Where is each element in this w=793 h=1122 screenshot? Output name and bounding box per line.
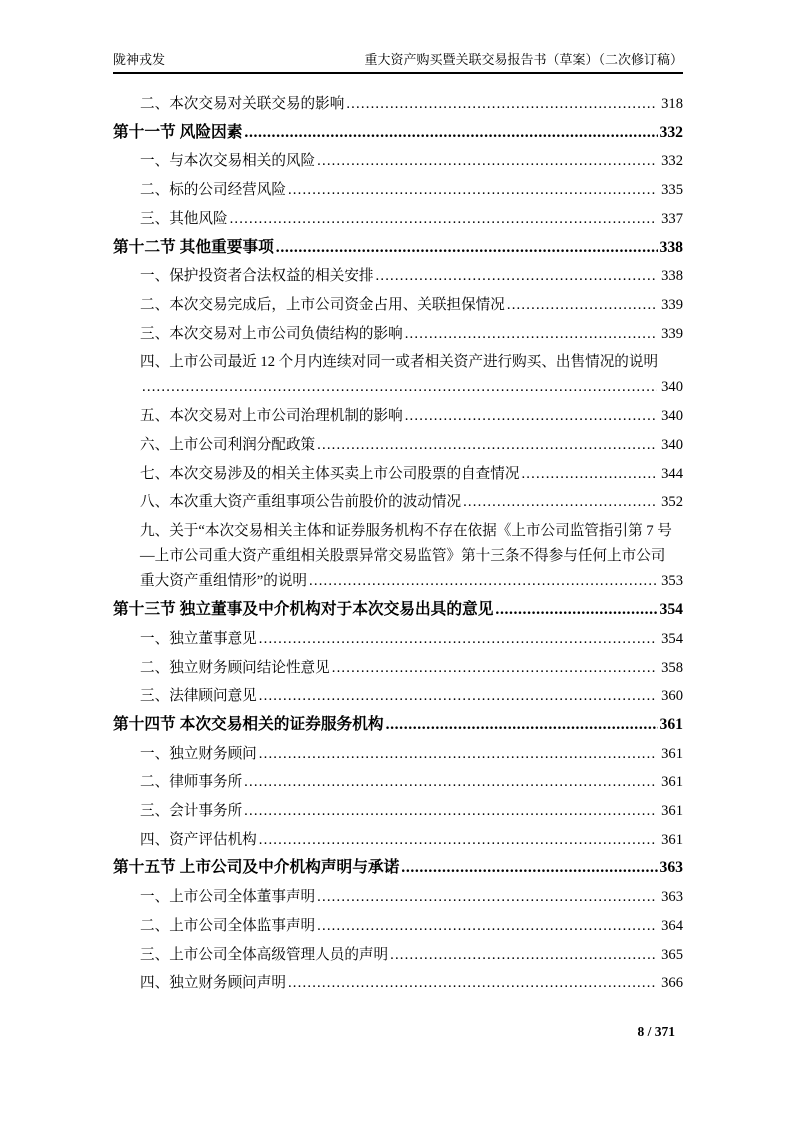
toc-leader-dots <box>259 826 657 855</box>
toc-entry <box>113 320 683 349</box>
toc-entry <box>113 488 683 517</box>
toc-leader-dots <box>288 176 657 205</box>
toc-entry-text: 三、法律顾问意见 <box>140 688 257 705</box>
toc-entry-text: 第十四节 本次交易相关的证券服务机构 <box>113 715 384 733</box>
page-footer <box>113 1023 683 1041</box>
toc-entry-page: 340 <box>661 437 683 454</box>
toc-leader-dots <box>463 488 657 517</box>
toc-leader-dots <box>317 147 657 176</box>
toc-entry-text: 一、上市公司全体董事声明 <box>140 889 316 906</box>
toc-leader-dots <box>376 262 658 291</box>
toc-entry <box>113 205 683 234</box>
toc-entry-text: 四、上市公司最近 12 个月内连续对同一或者相关资产进行购买、出售情况的说明 <box>140 354 659 371</box>
toc-entry <box>113 176 683 205</box>
toc-entry <box>113 460 683 489</box>
toc-entry-text: 八、本次重大资产重组事项公告前股价的波动情况 <box>140 494 462 511</box>
toc-entry <box>113 234 683 263</box>
toc-entry-line <box>113 569 683 594</box>
toc-entry-page: 337 <box>661 210 683 227</box>
toc-leader-dots <box>276 234 659 263</box>
toc-entry-page: 363 <box>661 889 683 906</box>
toc-entry-text: 五、本次交易对上市公司治理机制的影响 <box>140 408 403 425</box>
toc-entry-text: 二、独立财务顾问结论性意见 <box>140 659 330 676</box>
toc-leader-dots <box>332 654 657 683</box>
toc-entry-wrapped <box>113 350 683 400</box>
toc-entry-text: 四、资产评估机构 <box>140 831 257 848</box>
toc-leader-dots <box>405 320 657 349</box>
toc-leader-dots <box>317 912 657 941</box>
toc-entry-text: —上市公司重大资产重组相关股票异常交易监管》第十三条不得参与任何上市公司 <box>140 548 666 565</box>
toc-entry <box>113 147 683 176</box>
toc-entry-line <box>113 350 683 375</box>
toc-entry-text: 二、本次交易完成后，上市公司资金占用、关联担保情况 <box>140 296 505 313</box>
toc-entry-page: 363 <box>659 859 683 877</box>
toc-leader-dots <box>317 883 657 912</box>
toc-leader-dots <box>142 375 657 400</box>
toc-entry-line <box>113 375 683 400</box>
toc-entry-text: 二、标的公司经营风险 <box>140 182 286 199</box>
toc-entry <box>113 797 683 826</box>
toc-leader-dots <box>495 596 658 625</box>
toc-leader-dots <box>401 854 658 883</box>
toc-entry-text: 第十三节 独立董事及中介机构对于本次交易出具的意见 <box>113 601 494 619</box>
toc-entry-page: 361 <box>661 774 683 791</box>
page-header <box>113 52 683 74</box>
toc-entry <box>113 768 683 797</box>
toc-entry-page: 339 <box>661 296 683 313</box>
toc-leader-dots <box>317 431 657 460</box>
toc-leader-dots <box>259 625 657 654</box>
toc-entry-page: 340 <box>661 408 683 425</box>
toc-entry <box>113 431 683 460</box>
toc-entry-page: 364 <box>661 917 683 934</box>
toc-leader-dots <box>244 119 658 148</box>
page-indicator: 8 / 371 <box>637 1024 675 1039</box>
toc-entry-text: 二、律师事务所 <box>140 774 243 791</box>
toc-entry-wrapped <box>113 519 683 594</box>
toc-leader-dots <box>346 90 657 119</box>
toc-entry-text: 四、独立财务顾问声明 <box>140 975 286 992</box>
toc-entry-text: 第十五节 上市公司及中介机构声明与承诺 <box>113 859 400 877</box>
toc-entry <box>113 883 683 912</box>
toc-entry <box>113 654 683 683</box>
toc-entry-line <box>113 519 683 544</box>
toc-leader-dots <box>259 682 657 711</box>
toc-leader-dots <box>259 740 657 769</box>
toc-entry <box>113 740 683 769</box>
toc-leader-dots <box>309 569 657 594</box>
toc-entry-text: 一、保护投资者合法权益的相关安排 <box>140 268 374 285</box>
toc-entry-text: 第十二节 其他重要事项 <box>113 238 274 256</box>
toc-entry-text: 一、与本次交易相关的风险 <box>140 153 316 170</box>
toc-entry-page: 365 <box>661 946 683 963</box>
toc-entry-page: 332 <box>661 153 683 170</box>
toc-entry <box>113 854 683 883</box>
toc-entry-page: 339 <box>661 325 683 342</box>
header-report-title: 重大资产购买暨关联交易报告书（草案）（二次修订稿） <box>364 52 683 67</box>
toc-entry-page: 354 <box>659 601 683 619</box>
toc-leader-dots <box>288 969 657 998</box>
toc-entry-page: 353 <box>661 573 683 590</box>
toc-entry-text: 第十一节 风险因素 <box>113 123 243 141</box>
toc-entry-text: 二、本次交易对关联交易的影响 <box>140 96 345 112</box>
header-company-name: 陇神戎发 <box>113 52 166 67</box>
toc-entry <box>113 262 683 291</box>
toc-entry-page: 335 <box>661 182 683 199</box>
toc-entry <box>113 826 683 855</box>
toc-entry <box>113 912 683 941</box>
toc-entry <box>113 969 683 998</box>
toc-entry-page: 361 <box>661 745 683 762</box>
toc-leader-dots <box>230 205 658 234</box>
toc-entry-page: 318 <box>661 96 683 112</box>
toc-entry-page: 338 <box>659 238 683 256</box>
toc-entry-text: 三、其他风险 <box>140 210 228 227</box>
toc-leader-dots <box>507 291 657 320</box>
toc-entry <box>113 941 683 970</box>
toc-entry-text: 九、关于“本次交易相关主体和证券服务机构不存在依据《上市公司监管指引第 7 号 <box>140 523 672 540</box>
toc-entry-text: 二、上市公司全体监事声明 <box>140 917 316 934</box>
table-of-contents <box>113 90 683 998</box>
toc-entry-page: 361 <box>659 715 683 733</box>
toc-entry-page: 358 <box>661 659 683 676</box>
toc-entry-page: 352 <box>661 494 683 511</box>
toc-entry <box>113 682 683 711</box>
toc-entry <box>113 596 683 625</box>
toc-entry-text: 三、本次交易对上市公司负债结构的影响 <box>140 325 403 342</box>
toc-leader-dots <box>390 941 657 970</box>
toc-entry-page: 366 <box>661 975 683 992</box>
toc-entry-page: 354 <box>661 630 683 647</box>
toc-entry-page: 361 <box>661 831 683 848</box>
toc-entry-text: 六、上市公司利润分配政策 <box>140 437 316 454</box>
toc-entry-page: 361 <box>661 803 683 820</box>
toc-leader-dots <box>386 711 659 740</box>
toc-entry <box>113 90 683 119</box>
toc-entry-page: 344 <box>661 465 683 482</box>
toc-entry-text: 重大资产重组情形”的说明 <box>140 573 308 590</box>
toc-entry <box>113 625 683 654</box>
toc-entry-page: 332 <box>659 123 683 141</box>
toc-entry <box>113 711 683 740</box>
toc-leader-dots <box>244 797 657 826</box>
toc-entry-page: 340 <box>661 379 683 396</box>
toc-entry <box>113 402 683 431</box>
toc-entry-text: 七、本次交易涉及的相关主体买卖上市公司股票的自查情况 <box>140 465 520 482</box>
toc-entry-page: 360 <box>661 688 683 705</box>
toc-entry <box>113 119 683 148</box>
toc-entry-page: 338 <box>661 268 683 285</box>
toc-entry <box>113 291 683 320</box>
toc-leader-dots <box>244 768 657 797</box>
toc-leader-dots <box>405 402 657 431</box>
toc-entry-text: 一、独立董事意见 <box>140 630 257 647</box>
toc-leader-dots <box>521 460 657 489</box>
toc-entry-text: 一、独立财务顾问 <box>140 745 257 762</box>
toc-entry-text: 三、上市公司全体高级管理人员的声明 <box>140 946 389 963</box>
toc-entry-line <box>113 544 683 569</box>
toc-entry-text: 三、会计事务所 <box>140 803 243 820</box>
